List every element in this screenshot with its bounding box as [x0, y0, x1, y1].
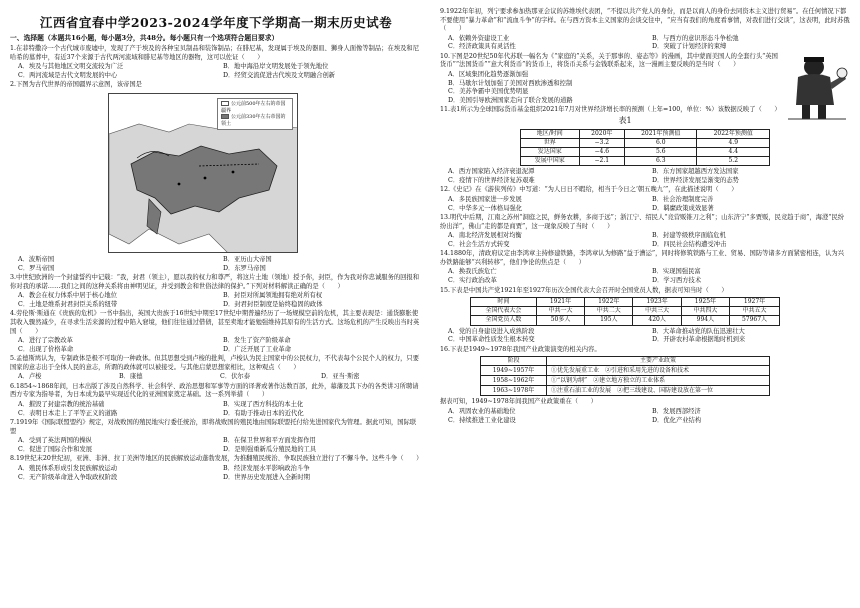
table-cell: 994人	[681, 316, 729, 325]
option-a[interactable]: A．摧毁了封建宗教的统治基础	[18, 401, 105, 409]
map-legend	[217, 98, 293, 130]
table-cell: 57967人	[730, 316, 780, 325]
table-cell: 发达国家	[521, 147, 580, 156]
option-a[interactable]: A．换我氏族危亡	[448, 268, 497, 276]
option-b[interactable]: B．封臣对所属领地拥有绝对所有权	[223, 292, 323, 300]
table-header: 地区/时间	[521, 129, 580, 138]
question-stem: 1.在菲特撒冷一个古代城市废墟中，发现了产于埃及的各种宝贝制品和装饰制品；在腓尼基，发现属于埃及的器皿、狮身人面像等制品；在埃及和尼哈希的墓葬中，有近37个来源于古代两河流域和腓尼基等地区的器物，这可以佐证（ ）	[10, 45, 420, 61]
table-cell: 1949~1957年	[481, 366, 547, 376]
option-c[interactable]: C．社会生活方式转变	[448, 240, 510, 248]
table-cell: 中共四大	[681, 307, 729, 316]
question-15	[440, 287, 850, 345]
table-header: 1922年	[585, 298, 633, 307]
option-b[interactable]: B．发生了资产阶级革命	[223, 337, 291, 345]
option-b[interactable]: B．亚历山大帝国	[223, 256, 272, 264]
option-c[interactable]: C．表明日本走上了平等正义的道路	[18, 409, 118, 417]
table-cell: 中共三大	[633, 307, 681, 316]
option-a[interactable]: A．依赖外资建设工业	[448, 34, 510, 42]
question-2	[10, 81, 422, 273]
option-b[interactable]: B．康德	[119, 373, 143, 381]
option-d[interactable]: D．封君封臣制度是始终稳固的政体	[223, 300, 323, 308]
question-8	[10, 455, 422, 482]
option-c[interactable]: C．土地是维系封君封臣关系的纽带	[18, 300, 118, 308]
question-stem: 14.1880年，清政府议定由李鸿章主持修建铁路，李鸿章认为修路“益于漕运”，同时将修筑铁路与工业、贸易、国防等诸多方面紧密相连，认为兴办铁路能够“兴利转移”，他们争论的焦点是（ ）	[440, 250, 844, 266]
option-d[interactable]: D．美国引导欧洲国家走向了联合发展的道路	[448, 96, 573, 104]
question-stem: 7.1919年《国际联盟盟约》规定，对战败国的殖民地实行委任统治，即将战败国的殖民地由国际联盟托付给先进国家代为管理。据此可知，国际联盟	[10, 419, 417, 435]
table-caption: 表1	[618, 115, 632, 125]
option-d[interactable]: D．优化产业结构	[652, 416, 702, 424]
option-a[interactable]: A．受到了英法两国的操纵	[18, 437, 92, 445]
question-1	[10, 45, 422, 80]
option-b[interactable]: B．与西方的意识形态斗争松弛	[652, 34, 739, 42]
exam-title: 江西省宜春中学2023-2024学年度下学期高一期末历史试卷	[39, 15, 393, 30]
option-a[interactable]: A．卢梭	[18, 373, 42, 381]
option-c[interactable]: C．伏尔泰	[220, 373, 251, 381]
question-stem: 5.孟德斯鸠认为，专制政体是极不可取的一种政体。但其思想受到卢梭的批判，卢梭认为民主国家中的公民权力，不代表每个公民个人的权力，只要国家的意志出于全体人民的意志，所谓的政体就可以被接受。与其他启蒙思想家相比，这种观点（ ）	[10, 355, 420, 371]
option-d[interactable]: D．是则强重新瓜分殖民地的工具	[223, 445, 317, 453]
party-members-table	[470, 297, 780, 325]
option-c[interactable]: C．疫情下的世界经济复苏艰难	[448, 176, 535, 184]
table-row	[521, 147, 770, 156]
table-row	[481, 366, 770, 376]
table-cell: 50多人	[536, 316, 584, 325]
option-c[interactable]: C．持续推进工业化建设	[448, 416, 516, 424]
question-12	[440, 186, 850, 213]
option-d[interactable]: D．开辟农村革命根据地时机到来	[652, 336, 746, 344]
table-cell: 中共一大	[536, 307, 584, 316]
question-5	[10, 355, 422, 382]
question-stem: 6.1854~1868年间，日本出版了涉及自然科学、社会科学、政治思想和军事等方面的译著或著作达数百部，此外，幕藩及其下办的各类讲习所聘请西方专家为指导者，为日本成为最早实现近代化的亚洲国家奠定基础。这一系列举措（ ）	[10, 382, 419, 399]
table-header: 阶段	[481, 357, 547, 366]
option-c[interactable]: C．美苏争霸中美国优势明显	[448, 88, 529, 96]
table-header: 2022年预测值	[697, 129, 770, 138]
table-row	[471, 316, 780, 325]
table-cell: 420人	[633, 316, 681, 325]
cartoon-illustration	[784, 53, 850, 125]
option-d[interactable]: D．广泛开展了工业革命	[223, 345, 292, 353]
option-d[interactable]: D．亚当·斯密	[321, 373, 360, 381]
right-column	[440, 8, 850, 426]
question-tail: 据表可知，1949~1978年间我国产业政策重在（ ）	[440, 398, 597, 406]
table-cell: 全国代表大会	[471, 307, 537, 316]
table-header: 1925年	[681, 298, 729, 307]
table-cell: 5.6	[625, 147, 697, 156]
table-cell: 6.3	[625, 157, 697, 166]
question-stem: 16.下表是1949~1978年我国产业政策演变的相关内容。	[440, 345, 601, 353]
question-4	[10, 310, 422, 354]
question-stem: 12.《史记》在《游侠列传》中写道：“为人日日不暇给，相当于今日之‘朝五晚九’”，在此描述说明（ ）	[440, 186, 738, 194]
table-header: 2020年	[579, 129, 624, 138]
option-b[interactable]: B．大革命推动党的队伍迅速壮大	[652, 327, 745, 335]
option-d[interactable]: D．羁縻政策成效显著	[652, 204, 714, 212]
table-header: 1927年	[730, 298, 780, 307]
table-cell: 195人	[585, 316, 633, 325]
option-b[interactable]: B．社会治理制度完善	[652, 195, 714, 203]
option-d[interactable]: D．有助于推动日本的近代化	[223, 409, 304, 417]
question-3	[10, 274, 422, 309]
question-stem: 2.下图为古代世界的帝国疆界示意图，该帝国是	[10, 81, 142, 89]
question-14	[440, 250, 850, 285]
table-header: 1921年	[536, 298, 584, 307]
option-d[interactable]: D．突破了计划经济的束缚	[652, 43, 727, 51]
table-cell: 4.9	[697, 138, 770, 147]
option-d[interactable]: D．东罗马帝国	[223, 264, 266, 272]
legend-label: 公元前330年左右帝国的领土	[221, 114, 286, 127]
table-cell: 发展中国家	[521, 157, 580, 166]
table-cell: ①优先发展重工业 ②引进和采用先进的设备和技术	[546, 366, 769, 376]
table-cell: −3.2	[579, 138, 624, 147]
question-stem: 4.劳伦斯·斯通在《贵族的危机》一书中指出，英国大贵族于16世纪中期至17世纪中期普遍经历了一场规模空前的危机，其主要表现是：通货膨胀使其收入骤然减少，在寻求生活来源的过程中陷入窘境，他们往往通过借债，甚至卖地才能勉强维持其原有的生活方式。这场危机的产生反映出当时英国（ ）	[10, 310, 420, 335]
table-header: 时间	[471, 298, 537, 307]
option-a[interactable]: A．进行了宗教改革	[18, 337, 73, 345]
option-a[interactable]: A．波斯帝国	[18, 256, 55, 264]
table-row	[521, 138, 770, 147]
question-7	[10, 419, 422, 454]
question-10	[440, 53, 850, 105]
option-a[interactable]: A．埃及与其他地区文明交流较为广泛	[18, 63, 124, 71]
table-cell: ①注重石油工业的发展 ②把三线建设、国防建设放在第一位	[546, 386, 769, 396]
option-d[interactable]: D．学习西方技术	[652, 277, 702, 284]
question-stem: 11.表1所示为全球国际货币基金组织2021年7月对世界经济增长率的预测（上年=100，单位：%）该数据反映了（ ）	[440, 106, 781, 114]
option-b[interactable]: B．经济发展水平影响政治斗争	[223, 464, 310, 472]
question-16	[440, 346, 850, 425]
legend-swatch-outline	[221, 101, 229, 106]
question-stem: 13.明代中后期，江南之苏州“洞庭之民，鲜务农耕，多商于远”；浙江宁、绍民人“竞营贩锥刀之利”；山东济宁“多贾贩，民竞趋于商”，海澄“民纷纷出洋”，佛山“走的都是商贾”，这一现象反映了当时（ ）	[440, 214, 845, 230]
growth-table	[520, 129, 770, 167]
option-b[interactable]: B．封建等级秩序面临危机	[652, 232, 726, 240]
legend-label: 公元前500年左右的帝国疆界	[221, 101, 286, 114]
table-row	[481, 376, 770, 386]
table-row	[481, 386, 770, 396]
table-cell: 全国党员人数	[471, 316, 537, 325]
table-cell: 中共二大	[585, 307, 633, 316]
table-cell: −4.6	[579, 147, 624, 156]
table-row	[471, 307, 780, 316]
industry-policy-table	[480, 356, 770, 396]
left-column	[10, 8, 422, 483]
option-c[interactable]: C．促进了国际合作和发展	[18, 445, 93, 453]
option-d[interactable]: D．四民社会结构遭受冲击	[652, 240, 727, 248]
option-a[interactable]: A．区域集团化趋势逐渐加强	[448, 70, 529, 78]
question-stem: 10.下图是20世纪50年代苏联一幅名为《“家庭的”关系，关于那事的、姿态等》的漫画，其中蒙面美国人的全套行头“英国货币”“法国货币”“意大利货币”的货币上，将货币关系与金钱联系起来，这一漫画主要反映的是当时（ ）	[440, 52, 778, 69]
option-a[interactable]: A．多民族国家进一步发展	[448, 195, 522, 203]
option-b[interactable]: B．实现了西方科技的本土化	[223, 401, 304, 409]
option-b[interactable]: B．马歇尔计划加强了美国对西欧渗透和控制	[448, 79, 573, 87]
option-c[interactable]: C．实行政治改革	[448, 277, 497, 284]
section-heading: 一、选择题（本题共16小题，每小题3分，共48分。每小题只有一个选项符合题目要求）	[10, 34, 279, 42]
option-c[interactable]: C．无产阶级革命进入争取政权阶段	[18, 473, 118, 481]
table-header: 2021年预测值	[625, 129, 697, 138]
option-c[interactable]: C．出现了价格革命	[18, 345, 74, 353]
option-a[interactable]: A．巩固农业的基础地位	[448, 408, 516, 415]
option-a[interactable]: A．党的自身建设进入成熟阶段	[448, 327, 535, 335]
table-cell: −2.1	[579, 157, 624, 166]
option-a[interactable]: A．南北经济发展相对均衡	[448, 232, 522, 240]
option-c[interactable]: C．经济政策具有灵活性	[448, 43, 516, 51]
table-cell: 1958~1962年	[481, 376, 547, 386]
table-cell: ①“以钢为纲” ②建立地方独立的工业体系	[546, 376, 769, 386]
table-row	[521, 157, 770, 166]
table-cell: 4.4	[697, 147, 770, 156]
option-b[interactable]: B．发展西部经济	[652, 408, 701, 415]
option-a[interactable]: A．西方国家陷入经济衰退泥潭	[448, 168, 535, 176]
option-d[interactable]: D．世界历史发展进入全新时期	[223, 473, 310, 481]
table-header: 主要产业政策	[546, 357, 769, 366]
table-cell: 中共五大	[730, 307, 780, 316]
option-a[interactable]: A．殖民体系形成引发民族解放运动	[18, 464, 118, 472]
option-b[interactable]: B．实现国强民富	[652, 268, 701, 276]
option-d[interactable]: D．经贸交流促进古代埃及文明融合创新	[223, 71, 336, 79]
question-9	[440, 8, 850, 52]
question-13	[440, 214, 850, 249]
option-b[interactable]: B．地中海沿岸文明发展处于领先地位	[223, 63, 329, 71]
option-d[interactable]: D．世界经济发展呈渐变的态势	[652, 176, 739, 184]
option-b[interactable]: B．在保卫世界和平方面发挥作用	[223, 437, 316, 445]
option-c[interactable]: C．中华多元一体格局强化	[448, 204, 523, 212]
question-stem: 9.1922年年初，列宁要求参加热那亚会议的苏维埃代表团，“不提以共产党人的身份，而是以商人的身份去同资本主义进行贸易”。在任何情况下都不要使用“暴力革命”和“流血斗争”的字样。在与西方资本主义国家的会谈交往中，“应当有我们的角度看事情，对我们进行交谈”，这表明，此时苏俄（ ）	[440, 8, 850, 33]
table-cell: 世界	[521, 138, 580, 147]
option-c[interactable]: C．两河流域是古代文明发展的中心	[18, 71, 118, 79]
table-cell: 6.0	[625, 138, 697, 147]
option-a[interactable]: A．教会在权力体系中居于核心地位	[18, 292, 118, 300]
question-stem: 8.19世纪末20世纪初，亚洲、非洲、拉丁美洲等地区的民族解放运动蓬勃发展，为推翻殖民统治、争取民族独立进行了不懈斗争。这些斗争（ ）	[10, 455, 423, 463]
question-6	[10, 383, 422, 418]
option-c[interactable]: C．中国革命性质发生根本转变	[448, 336, 535, 344]
question-stem: 15.下表是中国共产党1921年至1927年历次全国代表大会召开时全国党员人数，据表可知当时（ ）	[440, 286, 728, 294]
table-cell: 5.2	[697, 157, 770, 166]
table-cell: 1963~1978年	[481, 386, 547, 396]
empire-map	[108, 93, 298, 253]
option-c[interactable]: C．罗马帝国	[18, 264, 55, 272]
option-b[interactable]: B．东方国家超越西方发达国家	[652, 168, 739, 176]
question-stem: 3.中世纪欧洲的一个封建誓约中记载：“我，封君（领主），愿以我的权力和尊严，将这片土地（领地）授予你，封臣，作为我对你忠诚服务的回报和你对我的承诺……我们之间的这种关系将由神明见证，并受到教会和世俗法律的保护。”下列对材料解读正确的是（ ）	[10, 274, 420, 290]
table-header: 1923年	[633, 298, 681, 307]
legend-swatch-filled	[221, 114, 229, 119]
